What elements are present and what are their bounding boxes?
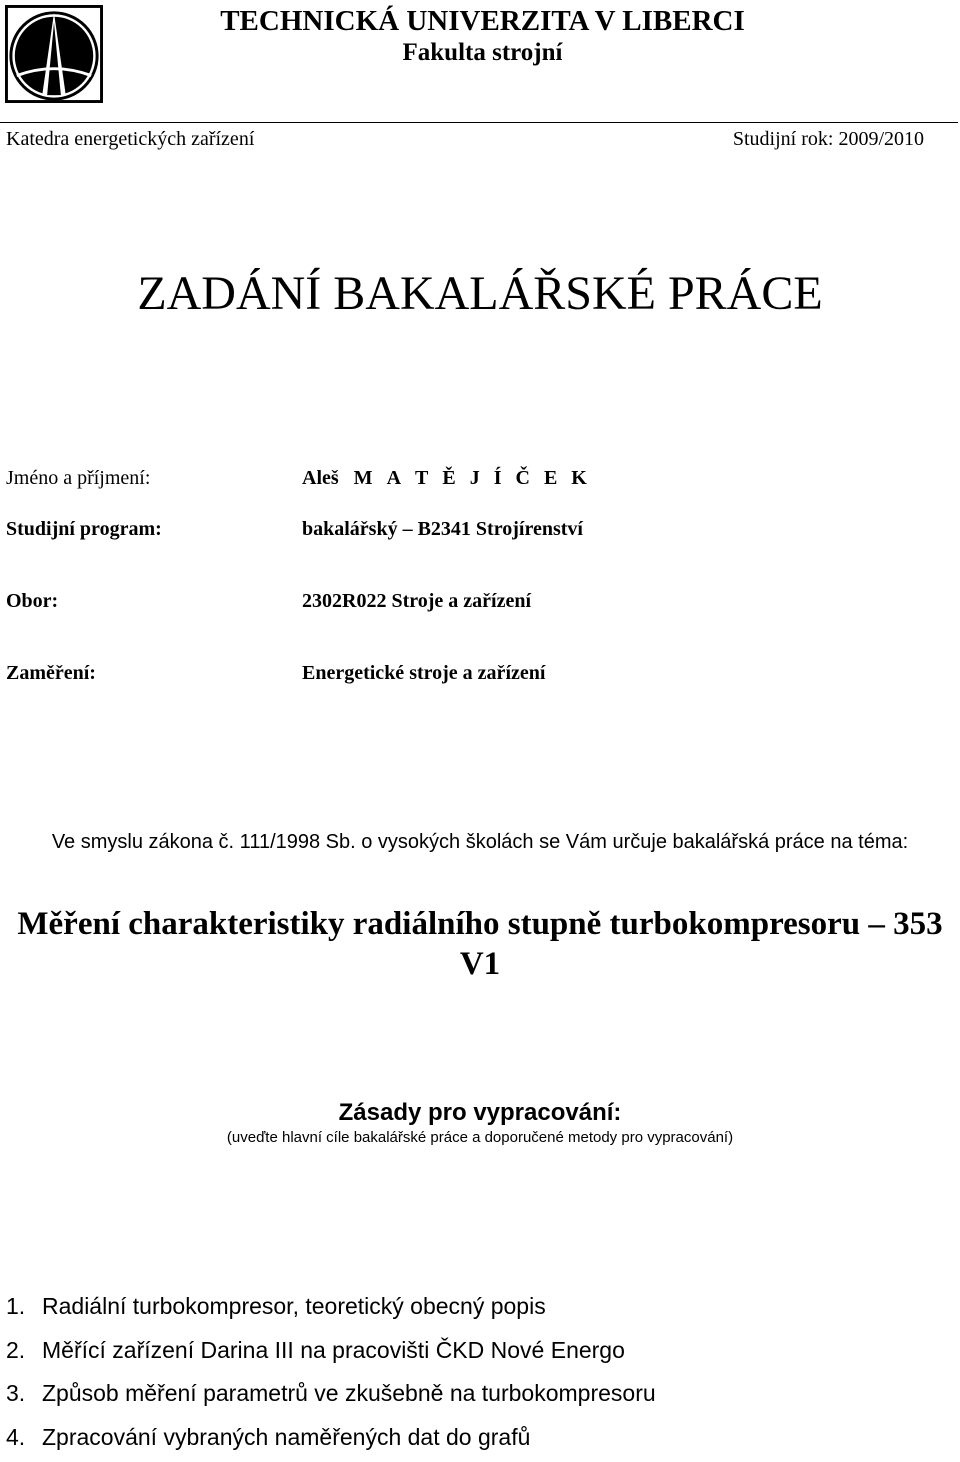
specialization-label: Zaměření: [6,659,96,687]
principles-note: (uveďte hlavní cíle bakalářské práce a doporučené metody pro vypracování) [0,1126,960,1150]
principles-heading: Zásady pro vypracování: [0,1098,960,1128]
university-logo-icon [5,5,103,103]
list-item [6,1288,656,1332]
student-surname [354,467,601,489]
list-item-number: 2. [6,1332,42,1368]
surname-letter: T [415,467,428,489]
student-name [302,464,601,492]
list-item-number: 1. [6,1288,42,1324]
list-item [6,1375,656,1419]
specialization-value: Energetické stroje a zařízení [302,659,545,687]
program-value: bakalářský – B2341 Strojírenství [302,515,583,543]
study-year: Studijní rok: 2009/2010 [733,125,924,153]
thesis-topic: Měření charakteristiky radiálního stupně turbokompresoru – 353 V1 [0,904,960,984]
header-divider [0,122,958,123]
law-sentence: Ve smyslu zákona č. 111/1998 Sb. o vysokých školách se Vám určuje bakalářská práce na téma: [0,828,960,856]
surname-letter: Č [516,467,530,489]
list-item-text: Zpracování vybraných naměřených dat do grafů [42,1424,530,1450]
surname-letter: K [571,467,587,489]
department-name: Katedra energetických zařízení [6,125,254,153]
name-label: Jméno a příjmení: [6,464,150,492]
faculty-name: Fakulta strojní [110,38,855,68]
list-item [6,1419,656,1462]
surname-letter: Ě [442,467,455,489]
field-value: 2302R022 Stroje a zařízení [302,587,531,615]
surname-letter: M [354,467,373,489]
list-item [6,1332,656,1376]
field-label: Obor: [6,587,58,615]
surname-letter: J [470,467,480,489]
list-item-number: 3. [6,1375,42,1411]
surname-letter: E [544,467,557,489]
list-item-number: 4. [6,1419,42,1455]
list-item-text: Měřící zařízení Darina III na pracovišti ČKD Nové Energo [42,1337,625,1363]
university-name: TECHNICKÁ UNIVERZITA V LIBERCI [110,4,855,38]
principles-list [6,1288,656,1462]
list-item-text: Způsob měření parametrů ve zkušebně na turbokompresoru [42,1380,656,1406]
program-label: Studijní program: [6,515,162,543]
student-first-name: Aleš [302,467,339,489]
surname-letter: Í [494,467,502,489]
document-title: ZADÁNÍ BAKALÁŘSKÉ PRÁCE [0,262,960,326]
surname-letter: A [387,467,401,489]
list-item-text: Radiální turbokompresor, teoretický obecný popis [42,1293,546,1319]
